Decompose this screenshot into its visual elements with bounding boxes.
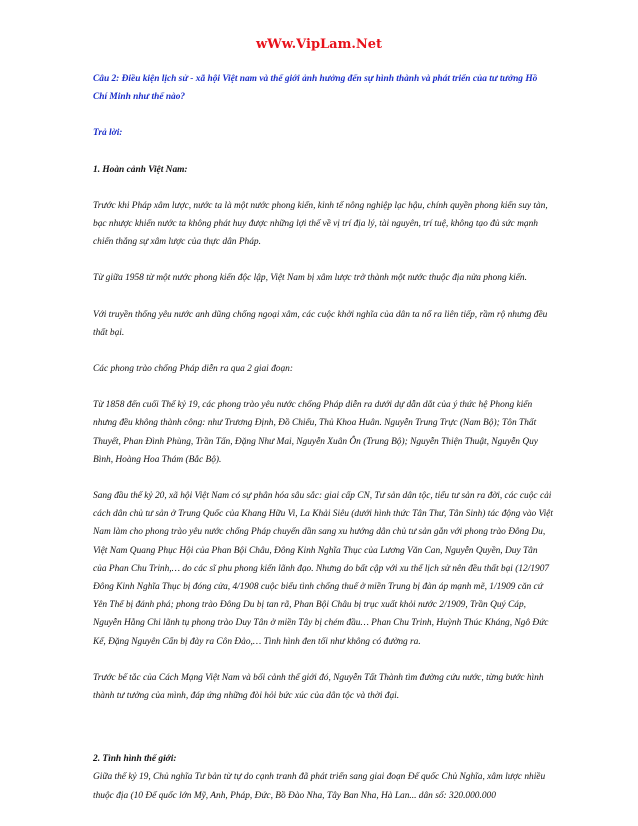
paragraph-2: Từ giữa 1958 từ một nước phong kiến độc lập, Việt Nam bị xâm lược trở thành một nước thuộc địa nửa phong kiến. [93,273,527,284]
section-2-text: Giữa thế kỷ 19, Chủ nghĩa Tư bản từ tự do cạnh tranh đã phát triển sang giai đoạn Đế quốc Chủ Nghĩa, xâm lược nhiều thuộc địa (10 Đế quốc lớn Mỹ, Anh, Pháp, Đức, Bồ Đào Nha, Tây Ban Nha, Hà Lan... dân số: 320.000.000 [93,772,546,801]
site-title: wWw.VipLam.Net [255,37,383,52]
paragraph-3: Với truyền thống yêu nước anh dũng chống ngoại xâm, các cuộc khởi nghĩa của dân ta nổ ra liên tiếp, rầm rộ nhưng đều thất bại. [93,309,548,338]
paragraph-1: Trước khi Pháp xâm lược, nước ta là một nước phong kiến, kinh tế nông nghiệp lạc hậu, chính quyền phong kiến suy tàn, bạc nhược khiến nước ta không phát huy được những lợi thế về vị trí địa lý, tài nguyên, trí tuệ, không tạo đủ sức mạnh chiến thắng sự xâm lược của thực dân Pháp. [93,200,548,248]
paragraph-7: Trước bế tắc của Cách Mạng Việt Nam và bối cảnh thế giới đó, Nguyễn Tất Thành tìm đường cứu nước, từng bước hình thành tư tưởng của mình, đáp ứng những đòi hỏi bức xúc của dân tộc và thời đại. [93,672,544,702]
question-text: Câu 2: Điều kiện lịch sử - xã hội Việt nam và thế giới ảnh hưởng đến sự hình thành và phát triển của tư tưởng Hồ Chí Minh như thế nào? [93,74,538,103]
section-1-heading: 1. Hoàn cảnh Việt Nam: [93,164,188,175]
paragraph-6: Sang đầu thế kỷ 20, xã hội Việt Nam có sự phân hóa sâu sắc: giai cấp CN, Tư sản dân tộc, tiểu tư sản ra đời, các cuộc cải cách dân chủ tư sản ở Trung Quốc của Khang Hữu Vi, La Khải Siêu (dưới hình thức Tân Thư, Tân Sinh) tác động vào Việt Nam làm cho phong trào yêu nước chống Pháp chuyển dần sang xu hướng dân chủ tư sản gắn với phong trào Đông Du, Việt Nam Quang Phục Hội của Phan Bội Châu, Đông Kinh Nghĩa Thục của Lương Văn Can, Nguyễn Quyền, Duy Tân của Phan Chu Trinh,… do các sĩ phu phong kiến lãnh đạo. Nhưng do bất cập với xu thế lịch sử nên đều thất bại (12/1907 Đông Kinh Nghĩa Thục bị đóng cửa, 4/1908 cuộc biểu tình chống thuế ở miền Trung bị đàn áp mạnh mẽ, 1/1909 căn cứ Yên Thế bị đánh phá; phong trào Đông Du bị tan rã, Phan Bội Châu bị trục xuất khỏi nước 2/1909, Trần Quý Cáp, Nguyễn Hằng Chi lãnh tụ phong trào Duy Tân ở miền Tây bị chém đầu… Phan Chu Trinh, Huỳnh Thúc Kháng, Ngô Đức Kế, Đặng Nguyên Cẩn bị đày ra Côn Đảo,… Tình hình đen tối như không có đường ra. [93,491,553,647]
section-2-heading: 2. Tình hình thế giới: [93,754,177,765]
paragraph-5: Từ 1858 đến cuối Thế kỷ 19, các phong trào yêu nước chống Pháp diễn ra dưới dự dẫn dắt của ý thức hệ Phong kiến nhưng đều không thành công: như Trương Định, Đồ Chiểu, Thủ Khoa Huân. Nguyễn Trung Trực (Nam Bộ); Tôn Thất Thuyết, Phan Đình Phùng, Trần Tấn, Đặng Như Mai, Nguyễn Xuân Ôn (Trung Bộ); Nguyễn Thiện Thuật, Nguyễn Quy Bình, Hoàng Hoa Thám (Bắc Bộ). [93,400,538,465]
answer-label: Trả lời: [93,128,123,139]
paragraph-4: Các phong trào chống Pháp diễn ra qua 2 giai đoạn: [93,364,293,375]
document-body [93,70,553,805]
